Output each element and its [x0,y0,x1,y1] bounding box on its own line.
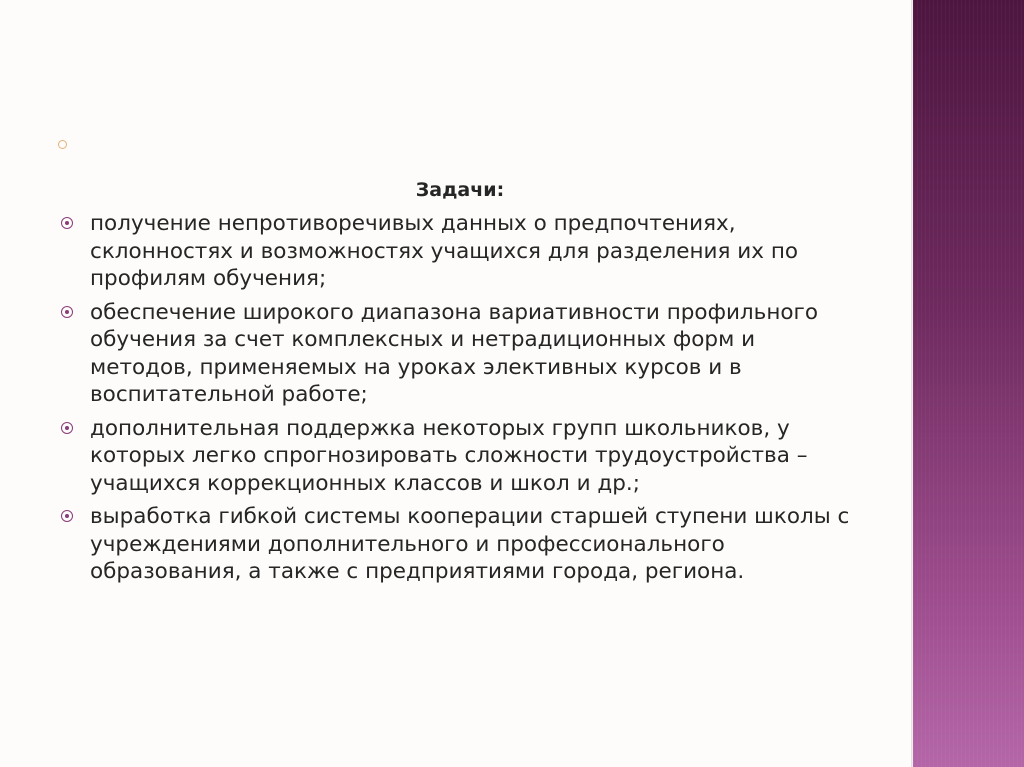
ring-dot-bullet-icon [61,306,73,318]
task-text: получение непротиворечивых данных о предпочтениях, склонностях и возможностях учащихся для разделения их по профилям обучения; [90,211,799,291]
slide-heading: Задачи: [415,179,505,201]
slide-content [60,178,860,592]
list-item [60,210,860,293]
task-text: дополнительная поддержка некоторых групп школьников, у которых легко спрогнозировать сложности трудоустройства – учащихся коррекционных классов и школ и др.; [90,415,808,496]
task-text: выработка гибкой системы кооперации старшей ступени школы с учреждениями дополнительного и профессионального образования, а также с предприятиями города, региона. [90,504,850,584]
ring-dot-bullet-icon [61,422,73,434]
ring-dot-bullet-icon [61,510,73,522]
list-item [60,299,860,409]
list-item [60,415,860,498]
ring-bullet-icon [58,140,67,149]
ring-dot-bullet-icon [61,217,73,229]
side-band-texture [913,0,1024,767]
list-item [60,503,860,586]
task-list [60,210,860,586]
task-text: обеспечение широкого диапазона вариативности профильного обучения за счет комплексных и нетрадиционных форм и методов, применяемых на уроках элективных курсов и в воспитательной работе; [90,299,818,407]
